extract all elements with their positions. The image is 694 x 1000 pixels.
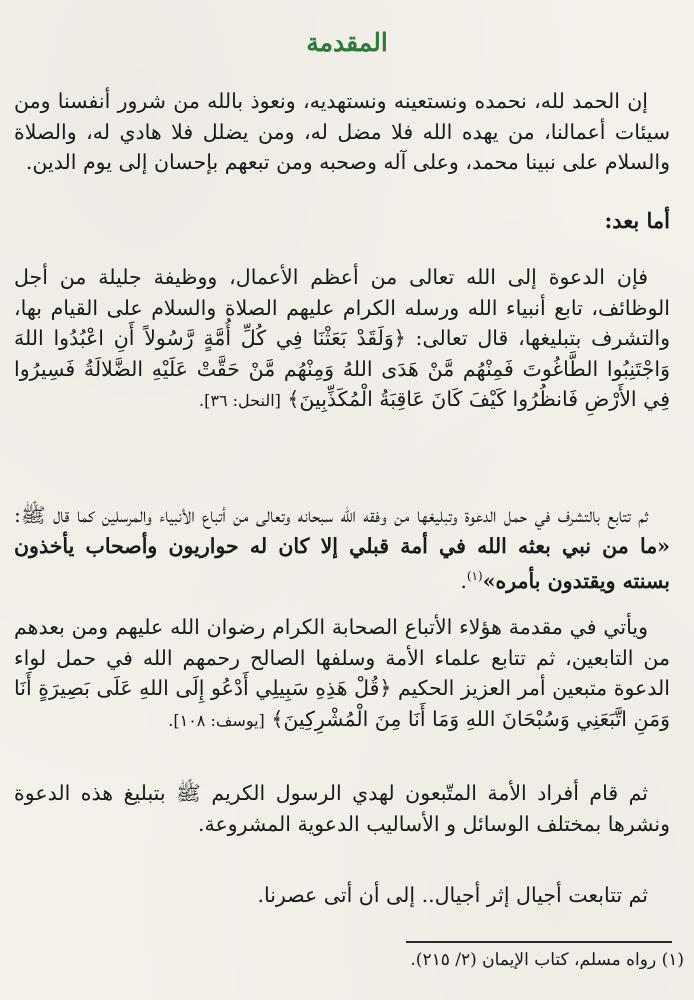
page-title: المقدمة [306,28,388,57]
dawah-paragraph [14,262,670,417]
followers-paragraph: ثم تتابع بالتشرف في حمل الدعوة وتبليغها من وفقه الله سبحانه وتعالى من أتباع الأنبياء والمرسلين كما قال ﷺ: «ما من نبي بعثه الله في أمة قبلي إلا كان له حواريون وأصحاب يأخذون بسنته ويقتدون بأمره»$^{(١)}$. [14,503,670,594]
hadith-quote: «ما من نبي بعثه الله في أمة قبلي إلا كان له حواريون وأصحاب يأخذون بسنته ويقتدون بأمره» [14,533,670,594]
verse-reference-nahl: [النحل: ٣٦]. [199,391,281,411]
footnote-text: (١) رواه مسلم، كتاب الإيمان (٢/ ٢١٥). [410,950,684,970]
footnote-divider [406,941,672,943]
ummah-paragraph: ثم قام أفراد الأمة المتّبعون لهدي الرسول الكريم ﷺ بتبليغ هذه الدعوة ونشرها بمختلف الوسائل و الأساليب الدعوية المشروعة. [14,781,670,836]
footnote-marker: (١) [466,569,483,584]
quran-verse-yusuf: ﴿قُلْ هَذِهِ سَبِيلِي أَدْعُو إِلَى اللهِ عَلَى بَصِيرَةٍ أَنَا وَمَنِ اتَّبَعَنِي وَسُبْحَانَ اللهِ وَمَا أَنَا مِنَ الْمُشْرِكِينَ﴾ [14,676,670,731]
followers-paragraph-text: ثم تتابع بالتشرف في حمل الدعوة وتبليغها من وفقه الله سبحانه وتعالى من أتباع الأنبياء والمرسلين كما قال ﷺ: [14,503,648,527]
verse-reference-yusuf: [يوسف: ١٠٨]. [168,710,265,730]
amma-baad-heading: أما بعد: [604,208,670,233]
generations-paragraph: ثم تتابعت أجيال إثر أجيال.. إلى أن أتى عصرنا. [257,883,648,907]
companions-paragraph [14,612,670,736]
companions-paragraph-text: ويأتي في مقدمة هؤلاء الأتباع الصحابة الكرام رضوان الله عليهم ومن بعدهم من التابعين، ثم تتابع علماء الأمة وسلفها الصالح رحمهم الله في حمل لواء الدعوة متبعين أمر العزيز الحكيم [14,615,670,701]
intro-paragraph: إن الحمد لله، نحمده ونستعينه ونستهديه، ونعوذ بالله من شرور أنفسنا ومن سيئات أعمالنا، من يهده الله فلا مضل له، ومن يضلل فلا هادي له، والصلاة والسلام على نبينا محمد، وعلى آله وصحبه ومن تبعهم بإحسان إلى يوم الدين. [14,89,670,175]
dawah-paragraph-text: فإن الدعوة إلى الله تعالى من أعظم الأعمال، ووظيفة جليلة من أجل الوظائف، تابع أنبياء الله ورسله الكرام عليهم الصلاة والسلام على القيام بها، والتشرف بتبليغها، قال تعالى: [14,265,670,351]
quran-verse-nahl: ﴿وَلَقَدْ بَعَثْنَا فِي كُلِّ أُمَّةٍ رَّسُولاً أَنِ اعْبُدُوا اللهَ وَاجْتَنِبُوا الطَّاغُوتَ فَمِنْهُم مَّنْ هَدَى اللهُ وَمِنْهُم مَّنْ حَقَّتْ عَلَيْهِ الضَّلالَةُ فَسِيرُوا فِي الأَرْضِ فَانظُرُوا كَيْفَ كَانَ عَاقِبَةُ الْمُكَذِّبِينَ﴾ [14,326,670,412]
